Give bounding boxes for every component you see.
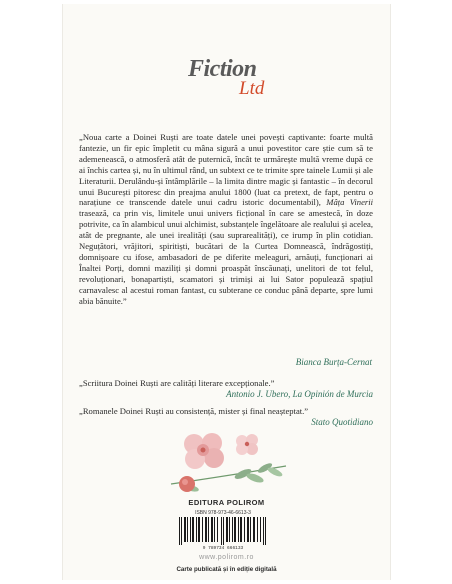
logo-ltd-text: Ltd: [239, 78, 265, 99]
flower-illustration: [151, 422, 301, 502]
book-back-cover: [62, 4, 391, 580]
quote-2-attribution: Stato Quotidiano: [311, 416, 373, 427]
logo-fiction-text: Fiction: [188, 56, 257, 82]
blurb-text-part1: „Noua carte a Doinei Ruști are toate datele unei povești captivante: foarte multă fantezie, un fir epic împletit cu mâna sigură a unui povestitor care știe cum să te ademenească, o atmosferă atât de puternică, încât te urmărește multă vreme după ce ai închis cartea și, nu în ultimul rând, un subtext ce te trimite spre tainele Lumii și ale Literaturii. Derulându-și întâmplările – la limita dintre magic și fantastic – în decorul unui București pitoresc din preajma anului 1800 (luat ca pretext, de fapt, pentru o narațiune ce transcende datele unui cadru istoric documentabil),: [79, 132, 373, 208]
quote-1-source: La Opinión de Murcia: [292, 388, 373, 399]
publisher-url: www.polirom.ro: [199, 554, 254, 561]
book-title: Mâța Vinerii: [326, 197, 373, 208]
quote-1-name: Antonio J. Ubero,: [226, 388, 293, 399]
blurb-author: Bianca Burța-Cernat: [295, 357, 372, 367]
publisher-name: EDITURA POLIROM: [188, 498, 265, 507]
isbn-text: ISBN 978-973-46-6613-3: [195, 510, 251, 516]
fiction-ltd-logo: [63, 56, 390, 112]
barcode: [173, 510, 273, 552]
quote-1-text: „Scriitura Doinei Ruști are calități literare excepționale.”: [79, 378, 275, 388]
blurb-text-part2: trasează, ca prin vis, limitele unui univers ficțional în care se amestecă, în doze potrivite, ca în alambicul unui alchimist, substanțele îngelătoare ale realului și acelea, atât de pregnante, ale unei irealități (sau suprarealități), ce irump în plin cotidian. Neguțători, vrăjitori, spiritiști, bucătari de la Curtea Domnească, îndrăgostiți, domnișoare cu ifose, ambasadori de pe diferite meleaguri, arnăuți, funcționari ai Înaltei Porți, domni maziliți și domni proaspăt înscăunați, unelitori de tot felul, revoluționari, bonapartiști, scamatori și trimiși ai lui Sator populează spațiul carnavalesc al acestui roman fantast, cu subterane ce conduc până departe, spre lumi abia bănuite.”: [79, 208, 373, 306]
barcode-digits: 9 789734 666133: [202, 546, 244, 551]
quote-1-attribution: [79, 389, 373, 400]
quote-1: [79, 378, 373, 400]
digital-edition-note: Carte publicată și în ediție digitală: [176, 566, 277, 573]
quote-2-text: „Romanele Doinei Ruști au consistență, mister și final neașteptat.”: [79, 406, 309, 416]
review-blurb: [79, 132, 373, 307]
barcode-bars: [177, 517, 269, 545]
